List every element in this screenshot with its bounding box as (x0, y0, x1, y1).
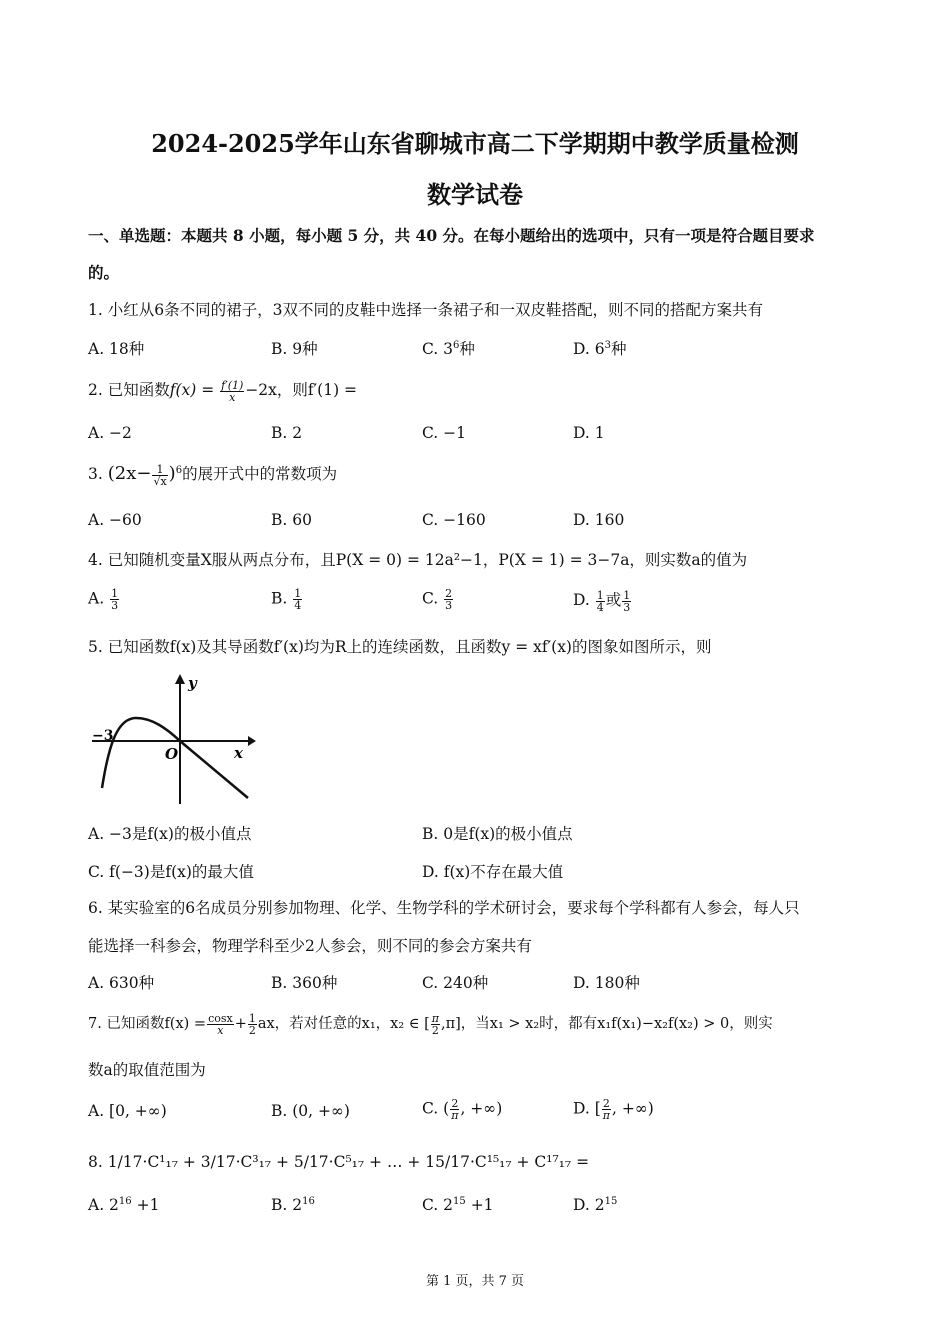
q2-option-a: A. −2 (88, 424, 132, 442)
y-axis-arrow (175, 674, 185, 684)
question-8-stem: 8. 1/17·C¹₁₇ + 3/17·C³₁₇ + 5/17·C⁵₁₇ + … + 15/17·C¹⁵₁₇ + C¹⁷₁₇ = (88, 1153, 590, 1171)
q8-option-d: D. $2^{15}$ (573, 1196, 618, 1215)
q1-option-d: D. $6^3$种 (573, 339, 627, 358)
q4-option-a: A. $\frac{1}{3}$ (88, 587, 119, 612)
q7-option-c: C. ( $\frac{2}{\pi}$ , +∞) (422, 1097, 503, 1122)
q6-option-b: B. 360种 (271, 974, 338, 992)
q2-option-b: B. 2 (271, 424, 303, 442)
q4-option-d: D. $\frac{1}{4}$ 或 $\frac{1}{3}$ (573, 588, 631, 614)
question-6-stem-cont: 能选择一科参会，物理学科至少2人参会，则不同的参会方案共有 (88, 937, 532, 955)
question-6-stem: 6. 某实验室的6名成员分别参加物理、化学、生物学科的学术研讨会，要求每个学科都有人参会，每人只 (88, 899, 800, 917)
function-graph (88, 670, 258, 805)
question-2-stem: 2. 已知函数f(x) = $\frac{f'(1)}{x}$ −2x，则f′(1) = (88, 378, 358, 404)
question-1-stem: 1. 小红从6条不同的裙子，3双不同的皮鞋中选择一条裙子和一双皮鞋搭配，则不同的搭配方案共有 (88, 301, 763, 319)
q5-option-b: B. 0是f(x)的极小值点 (422, 825, 573, 843)
q3-option-c: C. −160 (422, 511, 486, 529)
question-7-stem: 7. 已知函数f(x) = $\frac{\cos x}{x}$ + $\frac{1}{2}$ ax，若对任意的x₁，x₂ ∈ [ $\frac{\pi}{2}$ ,π]，当x₁ > x₂时，都有x₁f(x₁)−x₂f(x₂) > 0，则实 (88, 1011, 773, 1037)
x-axis-arrow (248, 736, 256, 746)
q6-option-a: A. 630种 (88, 974, 155, 992)
q8-option-b: B. $2^{16}$ (271, 1196, 315, 1215)
q2-option-c: C. −1 (422, 424, 467, 442)
x-label: x (234, 744, 243, 762)
q3-option-b: B. 60 (271, 511, 312, 529)
q4-option-b: B. $\frac{1}{4}$ (271, 587, 302, 612)
exam-subtitle: 数学试卷 (427, 180, 523, 209)
q2-option-d: D. 1 (573, 424, 605, 442)
y-label: y (188, 674, 197, 692)
q3-option-a: A. −60 (88, 511, 142, 529)
page-footer: 第 1 页，共 7 页 (425, 1274, 525, 1289)
q7-option-d: D. [ $\frac{2}{\pi}$ , +∞) (573, 1097, 654, 1122)
section-heading-cont: 的。 (88, 263, 120, 282)
q6-option-d: D. 180种 (573, 974, 640, 992)
q5-option-a: A. −3是f(x)的极小值点 (88, 825, 252, 843)
q7-option-b: B. (0, +∞) (271, 1102, 350, 1120)
origin-label: O (165, 745, 179, 763)
q7-option-a: A. [0, +∞) (88, 1102, 167, 1120)
q5-option-c: C. f(−3)是f(x)的最大值 (88, 863, 254, 881)
question-3-stem: 3. (2x− $\frac{1}{√x}$ )$^6$的展开式中的常数项为 (88, 462, 338, 488)
q1-option-b: B. 9种 (271, 340, 318, 358)
q8-option-a: A. $2^{16} +1$ (88, 1196, 160, 1215)
q4-option-c: C. $\frac{2}{3}$ (422, 587, 453, 612)
question-4-stem: 4. 已知随机变量X服从两点分布，且P(X = 0) = 12a²−1，P(X = 1) = 3−7a，则实数a的值为 (88, 551, 748, 569)
q6-option-c: C. 240种 (422, 974, 489, 992)
question-5-stem: 5. 已知函数f(x)及其导函数f′(x)均为R上的连续函数，且函数y = xf′(x)的图象如图所示，则 (88, 638, 712, 656)
question-7-stem-cont: 数a的取值范围为 (88, 1061, 206, 1079)
section-heading: 一、单选题：本题共 8 小题，每小题 5 分，共 40 分。在每小题给出的选项中，只有一项是符合题目要求 (88, 226, 815, 245)
q1-option-a: A. 18种 (88, 340, 145, 358)
q8-option-c: C. $2^{15} +1$ (422, 1196, 494, 1215)
q1-option-c: C. $3^6$种 (422, 339, 475, 358)
minus3-label: −3 (92, 728, 114, 744)
exam-title: 2024-2025学年山东省聊城市高二下学期期中教学质量检测 (151, 129, 799, 158)
q3-option-d: D. 160 (573, 511, 625, 529)
q5-option-d: D. f(x)不存在最大值 (422, 863, 564, 881)
